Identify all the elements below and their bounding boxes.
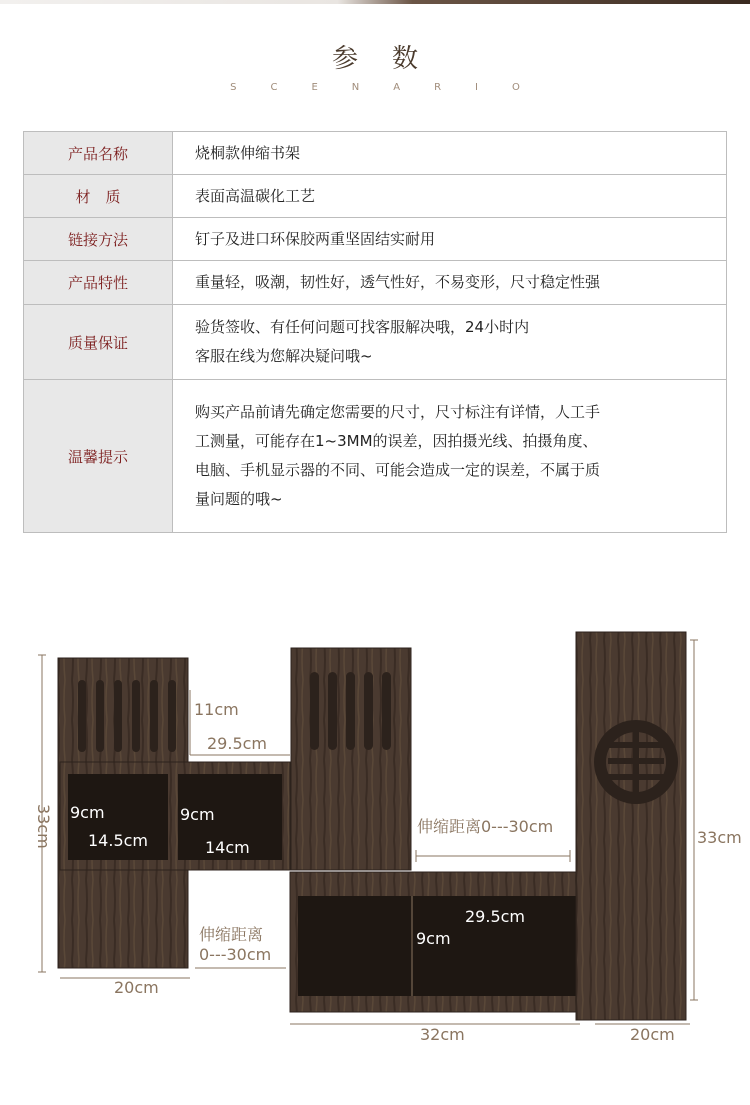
dim-label: 32cm [420,1025,465,1044]
param-value [173,175,727,218]
dim-label: 29.5cm [207,734,268,753]
param-value [173,218,727,261]
param-label: 产品名称 [24,132,173,175]
param-value-line: 工测量，可能存在1~3MM的误差，因拍摄光线、拍摄角度、 [195,432,598,450]
param-label: 温馨提示 [24,380,173,533]
params-table [23,131,727,533]
bookshelf-diagram [0,600,750,1100]
dim-label: 33cm [34,804,53,849]
param-value-line: 烧桐款伸缩书架 [195,143,301,162]
dim-label: 11cm [194,700,239,719]
param-value-line: 验货签收、有任何问题可找客服解决哦，24小时内 [195,318,530,336]
param-value-line: 重量轻，吸潮，韧性好，透气性好，不易变形，尺寸稳定性强 [195,273,601,291]
param-value-line: 购买产品前请先确定您需要的尺寸，尺寸标注有详情，人工手 [195,403,601,421]
top-decor-bar [0,0,750,4]
param-value [173,261,727,305]
dim-label: 14cm [205,838,250,857]
dim-label: 9cm [70,803,105,822]
param-value-line: 表面高温碳化工艺 [195,186,316,205]
middle-bookend [291,648,411,870]
param-value [173,132,727,175]
dim-label: 伸缩距离 [199,925,264,944]
param-value-line: 钉子及进口环保胶两重坚固结实耐用 [195,229,436,248]
dim-label: 20cm [630,1025,675,1044]
dim-label: 0---30cm [199,945,272,964]
param-value [173,380,727,533]
right-bookend [576,632,686,1020]
table-row [24,261,727,305]
param-label: 材 质 [24,175,173,218]
dim-label: 伸缩距离0---30cm [417,817,554,836]
dim-label: 14.5cm [88,831,149,850]
param-label: 产品特性 [24,261,173,305]
table-row [24,132,727,175]
table-row [24,175,727,218]
dim-label: 29.5cm [465,907,526,926]
dim-label: 20cm [114,978,159,997]
param-value-line: 量问题的哦~ [195,490,283,508]
dim-label: 9cm [180,805,215,824]
param-label: 链接方法 [24,218,173,261]
param-value-line: 客服在线为您解决疑问哦~ [195,347,373,365]
table-row [24,305,727,380]
table-row [24,218,727,261]
param-value-line: 电脑、手机显示器的不同、可能会造成一定的误差，不属于质 [195,461,601,479]
dim-label: 33cm [697,828,742,847]
section-title: 参数 [331,44,452,74]
param-value [173,305,727,380]
dim-label: 9cm [416,929,451,948]
param-label: 质量保证 [24,305,173,380]
table-row [24,380,727,533]
section-subtitle: SCENARIO [230,82,554,93]
